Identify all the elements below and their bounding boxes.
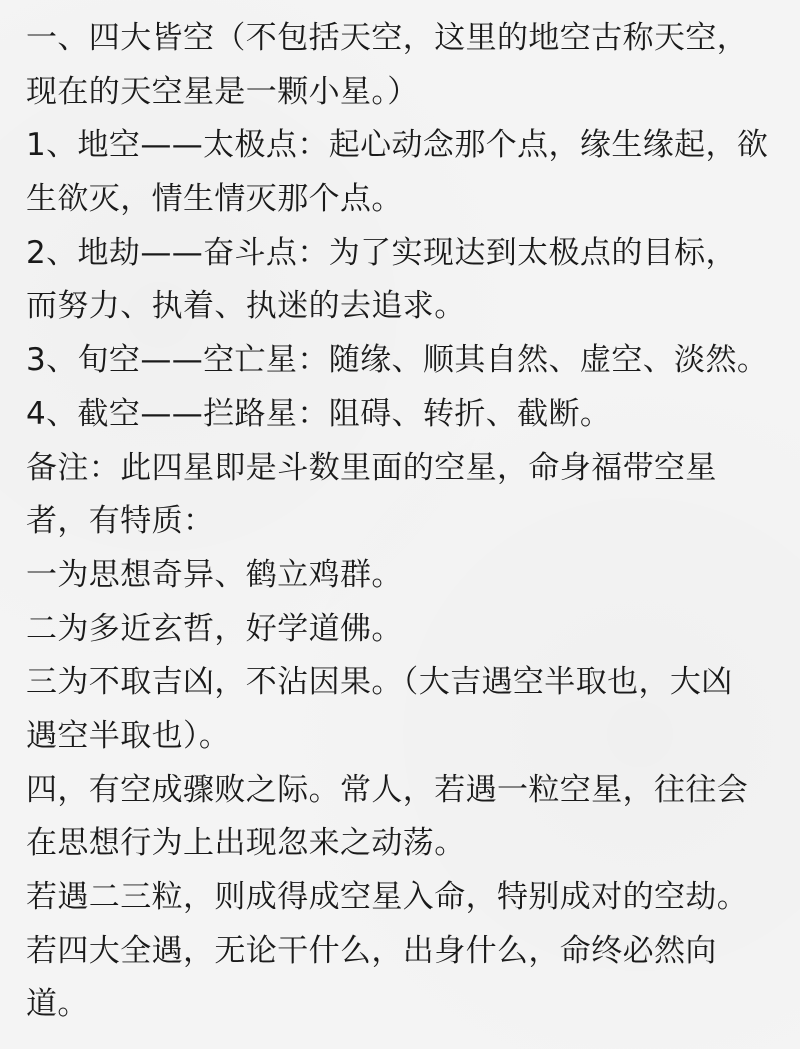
text-line: 2、地劫——奋斗点：为了实现达到太极点的目标， — [26, 234, 737, 271]
text-line: 在思想行为上出现忽来之动荡。 — [26, 825, 466, 862]
text-line: 1、地空——太极点：起心动念那个点，缘生缘起，欲 — [26, 127, 769, 164]
text-line: 者，有特质： — [26, 503, 215, 540]
text-line: 道。 — [26, 986, 89, 1023]
text-line: 若四大全遇，无论干什么，出身什么，命终必然向 — [26, 932, 717, 969]
text-line: 3、旬空——空亡星：随缘、顺其自然、虚空、淡然。 — [26, 342, 769, 379]
text-line: 一为思想奇异、鹤立鸡群。 — [26, 556, 403, 593]
text-line: 备注：此四星即是斗数里面的空星，命身福带空星 — [26, 449, 717, 486]
text-line: 现在的天空星是一颗小星。） — [26, 73, 419, 110]
text-line: 遇空半取也）。 — [26, 717, 231, 754]
text-line: 而努力、执着、执迷的去追求。 — [26, 288, 466, 325]
text-line: 二为多近玄哲，好学道佛。 — [26, 610, 403, 647]
text-line: 三为不取吉凶，不沾因果。（大吉遇空半取也，大凶 — [26, 664, 733, 701]
text-line: 一、四大皆空（不包括天空，这里的地空古称天空， — [26, 20, 749, 56]
note-text — [26, 12, 786, 1032]
text-line: 四，有空成骤败之际。常人，若遇一粒空星，往往会 — [26, 771, 749, 808]
text-line: 4、截空——拦路星：阻碍、转折、截断。 — [26, 395, 612, 432]
text-line: 若遇二三粒，则成得成空星入命，特别成对的空劫。 — [26, 879, 749, 915]
text-line: 生欲灭，情生情灭那个点。 — [26, 181, 403, 218]
